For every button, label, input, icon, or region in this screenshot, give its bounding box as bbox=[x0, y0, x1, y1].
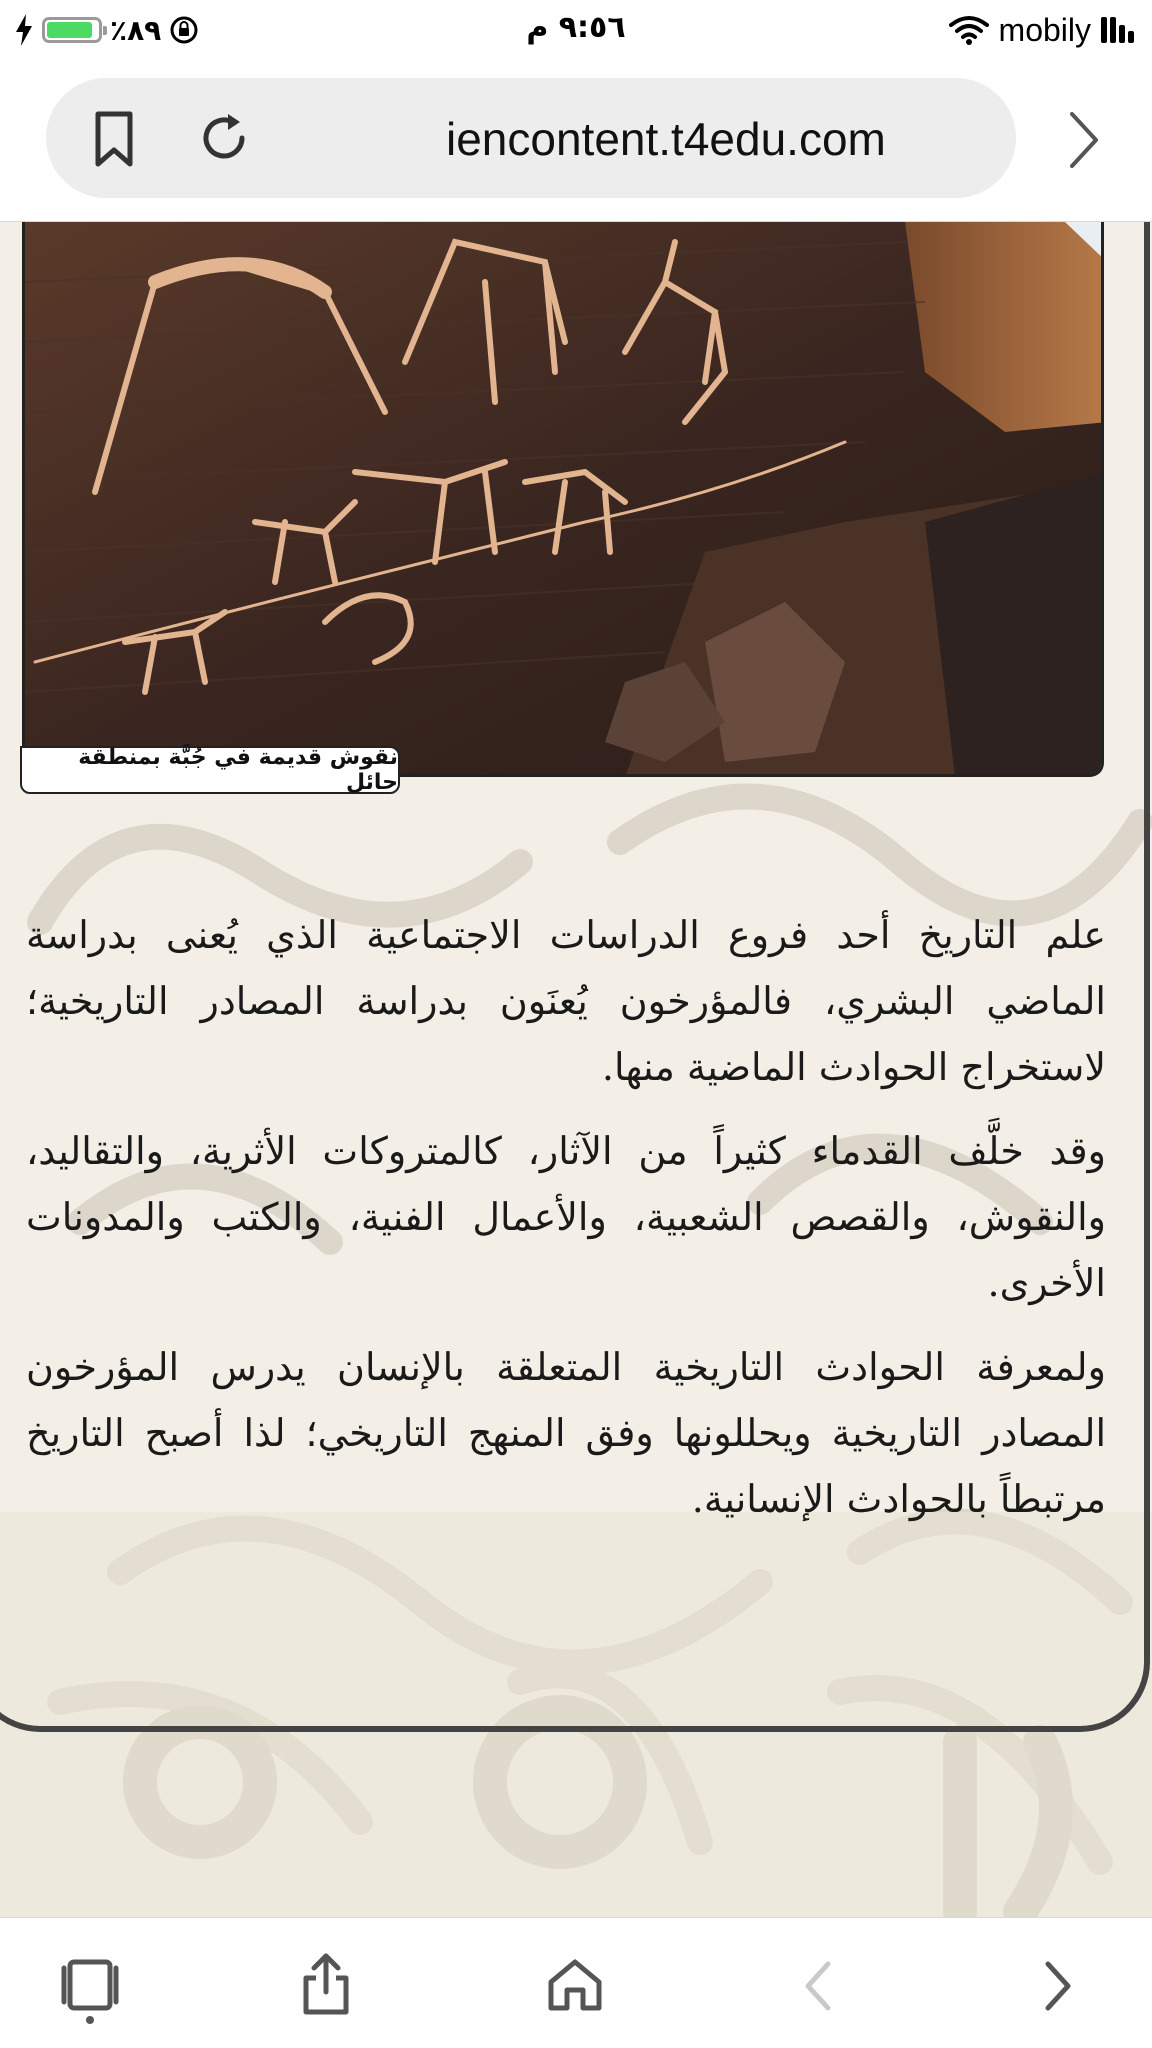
url-text[interactable]: iencontent.t4edu.com bbox=[446, 113, 886, 165]
status-time: ٩:٥٦ م bbox=[526, 10, 626, 45]
petroglyph-photo bbox=[22, 222, 1104, 777]
tabs-icon[interactable] bbox=[58, 1958, 122, 2024]
article-text bbox=[26, 902, 1106, 1550]
carrier-name: mobily bbox=[998, 11, 1091, 48]
rock-art-image bbox=[25, 222, 1104, 777]
paragraph: علم التاريخ أحد فروع الدراسات الاجتماعية الذي يُعنى بدراسة الماضي البشري، فالمؤرخون يُعنَون بدراسة المصادر التاريخية؛ لاستخراج الحوادث الماضية منها. bbox=[26, 913, 1106, 1089]
browser-toolbar bbox=[0, 1917, 1152, 2048]
back-chevron-icon[interactable] bbox=[800, 1958, 834, 2014]
forward-chevron-icon[interactable] bbox=[1066, 108, 1102, 172]
url-field[interactable] bbox=[46, 78, 1016, 198]
signal-icon bbox=[1101, 17, 1134, 43]
wifi-icon bbox=[949, 15, 989, 45]
home-icon[interactable] bbox=[545, 1956, 605, 2012]
battery-percent: ٪٨٩ bbox=[110, 13, 162, 47]
forward-nav-chevron-icon[interactable] bbox=[1042, 1958, 1076, 2014]
status-right bbox=[949, 10, 1134, 50]
photo-caption: نقوش قديمة في جُبَّة بمنطقة حائل bbox=[20, 746, 400, 794]
paragraph: ولمعرفة الحوادث التاريخية المتعلقة بالإنسان يدرس المؤرخون المصادر التاريخية ويحللونها وفق المنهج التاريخي؛ لذا أصبح التاريخ مرتبطاً بالحوادث الإنسانية. bbox=[26, 1345, 1106, 1521]
browser-address-bar bbox=[0, 60, 1152, 222]
paragraph: وقد خلَّف القدماء كثيراً من الآثار، كالمتروكات الأثرية، والتقاليد، والنقوش، والقصص الشعبية، والأعمال الفنية، والكتب والمدونات الأخرى. bbox=[26, 1129, 1106, 1305]
share-icon[interactable] bbox=[300, 1952, 352, 2016]
reload-icon[interactable] bbox=[196, 110, 252, 166]
page-content[interactable] bbox=[0, 222, 1152, 1917]
status-bar bbox=[0, 0, 1152, 60]
bookmark-icon[interactable] bbox=[90, 110, 138, 168]
